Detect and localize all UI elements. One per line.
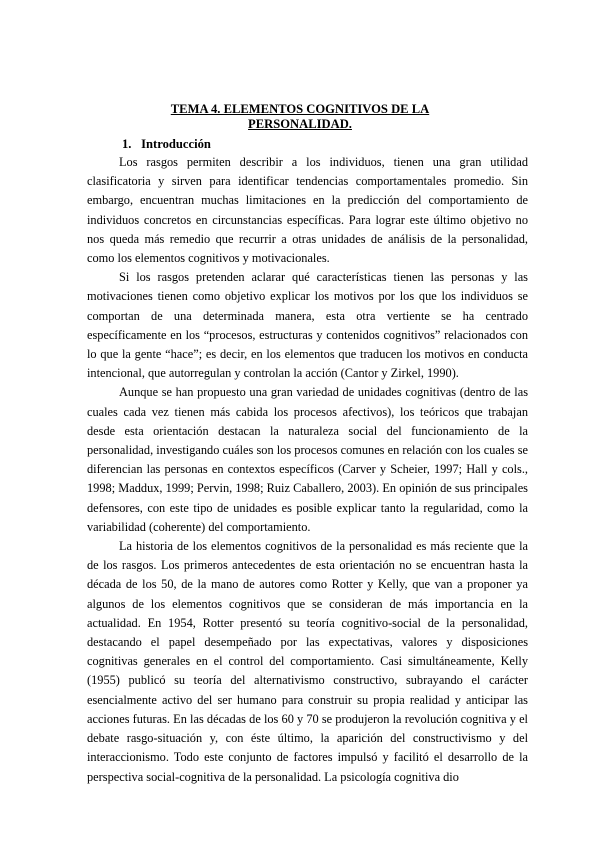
section-title: Introducción	[141, 137, 211, 151]
paragraph: La historia de los elementos cognitivos de la personalidad es más reciente que la de los rasgos. Los primeros antecedentes de esta orientación no se encuentran hasta la década de los 50, de la mano de autores como Rotter y Kelly, que van a proponer ya algunos de los elementos cognitivos que se consideran de más importancia en la actualidad. En 1954, Rotter presentó su teoría cognitivo-social de la personalidad, destacando el papel desempeñado por las expectativas, valores y disposiciones cognitivas generales en el control del comportamiento. Casi simultáneamente, Kelly (1955) publicó su teoría del alternativismo constructivo, subrayando el carácter esencialmente activo del ser humano para construir su propia realidad y anticipar las acciones futuras. En las décadas de los 60 y 70 se produjeron la revolución cognitiva y el debate rasgo-situación y, con éste último, la aparición del constructivismo y del interaccionismo. Todo este conjunto de factores impulsó y facilitó el desarrollo de la perspectiva social-cognitiva de la personalidad. La psicología cognitiva dio	[87, 539, 528, 784]
section-number: 1.	[122, 137, 132, 151]
paragraph: Los rasgos permiten describir a los individuos, tienen una gran utilidad clasificatoria y sirven para identificar tendencias comportamentales promedio. Sin embargo, encuentran muchas limitaciones en la predicción del comportamiento de individuos concretos en circunstancias específicas. Para lograr este último objetivo no nos queda más remedio que recurrir a otras unidades de análisis de la personalidad, como los elementos cognitivos y motivacionales.	[87, 155, 528, 266]
document-title	[0, 102, 600, 132]
document-body	[87, 153, 528, 787]
title-line-1: TEMA 4. ELEMENTOS COGNITIVOS DE LA	[170, 102, 430, 116]
paragraph: Aunque se han propuesto una gran variedad de unidades cognitivas (dentro de las cuales cada vez tienen más cabida los procesos afectivos), los teóricos que trabajan desde esta orientación destacan la naturaleza social del funcionamiento de la personalidad, investigando cuáles son los procesos comunes en relación con los cuales se diferencian las personas en contextos específicos (Carver y Scheier, 1997; Hall y cols., 1998; Maddux, 1999; Pervin, 1998; Ruiz Caballero, 2003). En opinión de sus principales defensores, con este tipo de unidades es posible explicar tanto la regularidad, como la variabilidad (coherente) del comportamiento.	[87, 385, 528, 534]
title-line-2: PERSONALIDAD.	[248, 117, 352, 131]
section-heading	[122, 137, 211, 152]
paragraph: Si los rasgos pretenden aclarar qué características tienen las personas y las motivaciones tienen como objetivo explicar los motivos por los que los individuos se comportan de una determinada manera, esta otra vertiente se ha centrado específicamente en los “procesos, estructuras y contenidos cognitivos” relacionados con lo que la gente “hace”; es decir, en los elementos que traducen los motivos en conducta intencional, que autorregulan y controlan la acción (Cantor y Zirkel, 1990).	[87, 270, 528, 381]
